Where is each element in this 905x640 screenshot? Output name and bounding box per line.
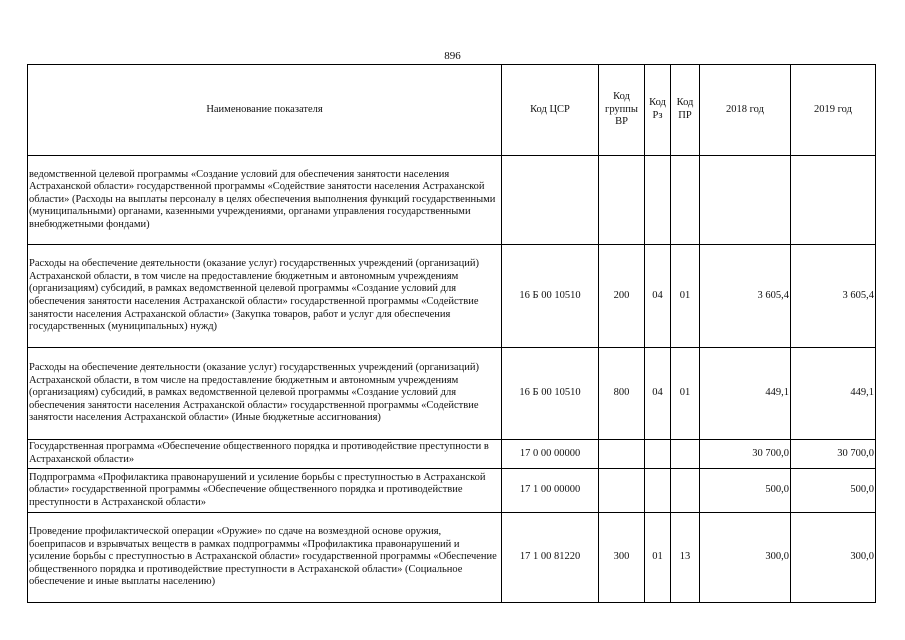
header-vr-code: Код группы ВР (599, 65, 645, 156)
row-pr-code (671, 469, 700, 513)
row-csr-code: 17 0 00 00000 (502, 440, 599, 469)
table-row (28, 156, 876, 245)
row-amount-2018: 3 605,4 (700, 245, 791, 348)
row-amount-2019: 500,0 (791, 469, 876, 513)
row-vr-code: 200 (599, 245, 645, 348)
row-rz-code (645, 440, 671, 469)
row-amount-2019: 30 700,0 (791, 440, 876, 469)
row-pr-code: 13 (671, 513, 700, 603)
row-name: Подпрограмма «Профилактика правонарушений и усиление борьбы с преступностью в Астраханской области» государственной программы «Обеспечение общественного порядка и противодействие преступности в Астраханской области» (28, 469, 502, 513)
row-amount-2019 (791, 156, 876, 245)
row-amount-2018: 300,0 (700, 513, 791, 603)
table-row (28, 348, 876, 440)
row-vr-code (599, 156, 645, 245)
header-pr-code: Код ПР (671, 65, 700, 156)
row-rz-code: 04 (645, 245, 671, 348)
header-rz-code: Код Рз (645, 65, 671, 156)
row-amount-2019: 449,1 (791, 348, 876, 440)
row-amount-2018: 449,1 (700, 348, 791, 440)
row-csr-code: 16 Б 00 10510 (502, 245, 599, 348)
row-name: Расходы на обеспечение деятельности (оказание услуг) государственных учреждений (организаций) Астраханской области, в том числе на предоставление бюджетным и автономным учреждениям (организациям) субсидий, в рамках ведомственной целевой программы «Создание условий для обеспечения занятости населения Астраханской области» государственной программы «Содействие занятости населения Астраханской области» (Закупка товаров, работ и услуг для обеспечения государственных (муниципальных) нужд) (28, 245, 502, 348)
row-pr-code: 01 (671, 245, 700, 348)
row-rz-code: 04 (645, 348, 671, 440)
row-vr-code: 300 (599, 513, 645, 603)
row-pr-code (671, 156, 700, 245)
row-name: Государственная программа «Обеспечение общественного порядка и противодействие преступности в Астраханской области» (28, 440, 502, 469)
row-amount-2019: 3 605,4 (791, 245, 876, 348)
header-row (28, 65, 876, 156)
row-csr-code: 17 1 00 00000 (502, 469, 599, 513)
budget-table (27, 64, 876, 603)
row-amount-2018 (700, 156, 791, 245)
table-row (28, 469, 876, 513)
row-pr-code: 01 (671, 348, 700, 440)
row-name: Проведение профилактической операции «Оружие» по сдаче на возмездной основе оружия, боеприпасов и взрывчатых веществ в рамках подпрограммы «Профилактика правонарушений и усиление борьбы с преступностью в Астраханской области» государственной программы «Обеспечение общественного порядка и противодействие преступности в Астраханской области» (Социальное обеспечение и иные выплаты населению) (28, 513, 502, 603)
header-csr-code: Код ЦСР (502, 65, 599, 156)
row-amount-2018: 500,0 (700, 469, 791, 513)
row-name: ведомственной целевой программы «Создание условий для обеспечения занятости населения Астраханской области» государственной программы «Содействие занятости населения Астраханской области» (Расходы на выплаты персоналу в целях обеспечения выполнения функций государственными (муниципальными) органами, казенными учреждениями, органами управления государственными внебюджетными фондами) (28, 156, 502, 245)
row-rz-code: 01 (645, 513, 671, 603)
row-amount-2018: 30 700,0 (700, 440, 791, 469)
row-csr-code: 17 1 00 81220 (502, 513, 599, 603)
row-csr-code (502, 156, 599, 245)
table-row (28, 245, 876, 348)
row-vr-code: 800 (599, 348, 645, 440)
row-name: Расходы на обеспечение деятельности (оказание услуг) государственных учреждений (организаций) Астраханской области, в том числе на предоставление бюджетным и автономным учреждениям (организациям) субсидий, в рамках ведомственной целевой программы «Создание условий для обеспечения занятости населения Астраханской области» государственной программы «Содействие занятости населения Астраханской области» (Иные бюджетные ассигнования) (28, 348, 502, 440)
table-row (28, 513, 876, 603)
header-year-2018: 2018 год (700, 65, 791, 156)
row-vr-code (599, 440, 645, 469)
table-row (28, 440, 876, 469)
header-year-2019: 2019 год (791, 65, 876, 156)
row-amount-2019: 300,0 (791, 513, 876, 603)
row-rz-code (645, 469, 671, 513)
header-name: Наименование показателя (28, 65, 502, 156)
row-pr-code (671, 440, 700, 469)
row-vr-code (599, 469, 645, 513)
row-rz-code (645, 156, 671, 245)
page-number: 896 (444, 50, 461, 62)
row-csr-code: 16 Б 00 10510 (502, 348, 599, 440)
